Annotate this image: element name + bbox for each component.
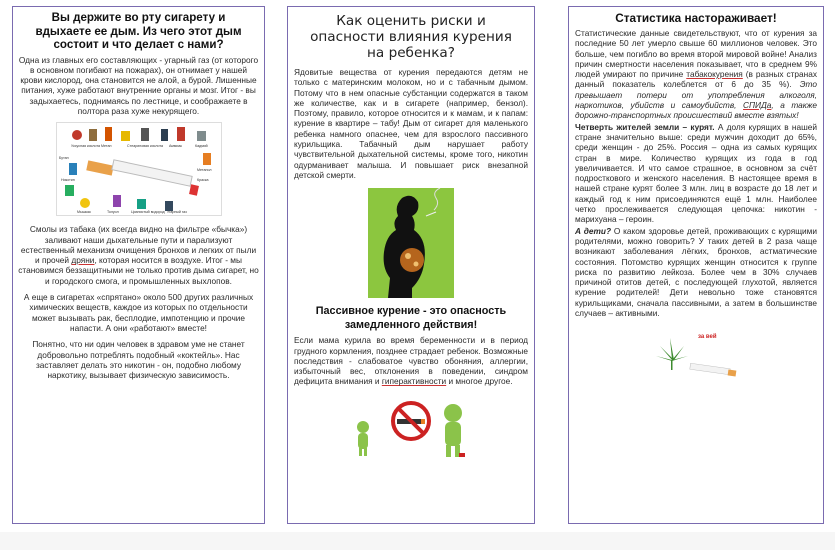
panel-statistics	[568, 6, 824, 524]
leaf-cigarette-svg	[650, 326, 742, 382]
label-acetic-acid: Уксусная кислота	[70, 144, 100, 149]
label-paint: Краска	[196, 178, 209, 183]
pregnant-smoker-svg	[368, 188, 454, 298]
col3-p3-text: О каком здоровье детей, проживающих с курящими родителями, можно говорить? У таких детей в 2 раза чаще возникают заболевания лёгких, бронхов, астматические состояния. Потомство курящих женщин относится к группе риска по развитию лейкоза. Более чем в 30% случаев причиной отитов детей, с последующей глухотой, является курение родителей! Дети невольно тоже становятся курильщиками, сначала пассивными, а затем в большинстве случаев – активными.	[575, 225, 817, 319]
col2-subtitle: Пассивное курение - это опасность замедленного действия!	[315, 305, 507, 332]
col2-paragraph-2	[288, 335, 534, 386]
col1-paragraph-3: А еще в сигаретах «спрятано» около 500 других различных химических веществ, каждое из которых по отдельности может вызывать рак, бесплодие, импотенцию и прочие напасти. А они «работают» вместе!	[23, 292, 254, 333]
small-logo-icon	[459, 453, 465, 457]
col3-paragraph-2	[569, 122, 823, 225]
panel-child-risks	[287, 6, 535, 524]
label-hydrogen-cyanide: Цианистый водород	[130, 210, 165, 215]
col3-p1-italic-a: Это превышает потери от употребления алкоголя, наркотиков, убийств и самоубийств,	[575, 79, 817, 111]
col3-p1-italic-link[interactable]: СПИДа	[743, 100, 772, 111]
label-cadmium: Кадмий	[194, 144, 208, 149]
col3-p3-lead: А дети?	[575, 225, 612, 236]
cigarette-icon-small	[690, 364, 737, 377]
label-butane: Бутан	[58, 156, 69, 161]
label-carbon-monoxide: Угарный газ	[166, 210, 187, 215]
cannabis-leaf-icon	[656, 338, 688, 370]
green-child-small-icon	[357, 421, 369, 456]
col2-p2-link[interactable]: гиперактивности	[381, 376, 447, 387]
col3-p1-italic-b: , а также дорожно-транспортных происшествий вместе взятых!	[575, 100, 818, 121]
pregnant-smoker-image	[368, 188, 454, 298]
col1-paragraph-4: Понятно, что ни один человек в здравом уме не станет добровольно потреблять подобный «коктейль». Нас заставляет делать это никотин - он, подобно любому наркотику, вызывает физическую зависимость.	[32, 339, 245, 381]
col1-paragraph-2	[13, 224, 264, 286]
col2-p2-text-a: Если мама курила во время беременности и в период грудного кормления, позднее страдает ребенок. Возможные последствия - слабоватое чувство обоняния, аллергии, избыточный вес, отклонения в поведении, синдром дефицита внимания и	[294, 335, 528, 387]
cigarette-icon	[86, 160, 199, 196]
label-ammonia: Аммиак	[168, 144, 182, 149]
col1-title: Вы держите во рту сигарету и вдыхаете ее дым. Из чего этот дым состоит и что делает с нами?	[35, 11, 242, 51]
col1-p2-link[interactable]: дряни	[71, 255, 95, 266]
col3-paragraph-3	[569, 226, 823, 319]
no-smoking-kids-image	[341, 397, 481, 461]
no-smoking-sign-icon	[393, 403, 429, 439]
cigarette-chemicals-illustration	[56, 122, 222, 216]
col3-paragraph-1	[569, 28, 823, 121]
label-methanol: Метанол	[196, 168, 212, 173]
col3-p2-text: А доля курящих в нашей стране значительно выше: среди мужчин доходит до 65%, среди женщин - до 25%. Россия – одна из самых курящих стран в мире. Количество курящих из года в год увеличивается. И что самое страшное, в основном за счёт подросткового и женского населения. В настоящее время в нашей стране курят более 3 млн. лиц в возрасте до 18 лет и каждый год к ним присоединяются ещё 1 млн. Наиболее четко прослеживается следующая цепочка: никотин - марихуана – героин.	[575, 121, 818, 225]
col1-p2-text-b: , которая носится в воздухе. Итог - мы становимся беззащитными не только против дыма сигарет, но и городского смога, и промышленных выхлопов.	[18, 255, 259, 286]
label-toluene: Толуол	[106, 210, 119, 215]
col2-p2-text-b: и многое другое.	[446, 376, 513, 387]
col3-p1-text-b: (в разных странах данный показатель колеблется от 6 до 35 %).	[575, 69, 817, 90]
col3-p2-lead: Четверть жителей земли – курят.	[575, 121, 715, 132]
panel-smoke-composition	[12, 6, 265, 524]
leaf-cigarette-image	[650, 326, 742, 382]
col3-title: Статистика настораживает!	[615, 11, 777, 25]
cigarette-chemicals-svg	[57, 123, 221, 215]
label-methane: Метан	[100, 144, 112, 149]
label-arsenic: Мышьяк	[76, 210, 91, 215]
green-child-large-icon	[444, 404, 462, 457]
col1-p2-text-a: Смолы из табака (их всегда видно на фильтре «бычка») заливают наши дыхательные пути и парализуют естественный механизм очищения бронхов и легких от пыли и прочей	[20, 224, 257, 266]
col1-paragraph-1: Одна из главных его составляющих - угарный газ (от которого в основном погибают на пожарах), он отнимает у нашей крови кислород, она становится не алой, а бурой. Лишенные питания, хуже работают внутренние органы и мозг. Итог - вы задыхаетесь, поднимаясь по лестнице, и соображаете в полтора раза хуже некурящего.	[18, 54, 259, 116]
label-stearic-acid: Стеариновая кислота	[126, 144, 163, 149]
no-smoking-kids-svg	[341, 397, 481, 461]
bottom-strip	[0, 532, 835, 550]
label-nicotine: Никотин	[60, 178, 75, 183]
col3-p1-link[interactable]: табакокурения	[686, 69, 743, 80]
col2-title: Как оценить риски и опасности влияния курения на ребенка?	[310, 13, 512, 61]
leaf-image-label: за вей	[698, 334, 717, 341]
col2-paragraph-1: Ядовитые вещества от курения передаются детям не только с материнским молоком, но и с табачным дымом. Потому что в нем опасные субстанции содержатся в таком же количестве, как и в сигарете (например, бензол). Поэтому, правило, которое относится и к мамам, и к папам: курение в квартире – табу! Дым от сигарет для маленького ребенка намного опаснее, чем для взрослого пассивного курильщика. Табачный дым нарушает работу чувствительной дыхательной системы, кроме того, никотин одурманивает малыша. И повышает риск внезапной детской смерти.	[294, 67, 528, 180]
col3-p1-text-a: Статистические данные свидетельствуют, что от курения за последние 50 лет умерло свыше 60 миллионов человек. Это больше, чем погибло во время второй мировой войне! Анализ причин смертности населения показывает, что в среднем 9% людей умирают по причине	[575, 28, 817, 80]
